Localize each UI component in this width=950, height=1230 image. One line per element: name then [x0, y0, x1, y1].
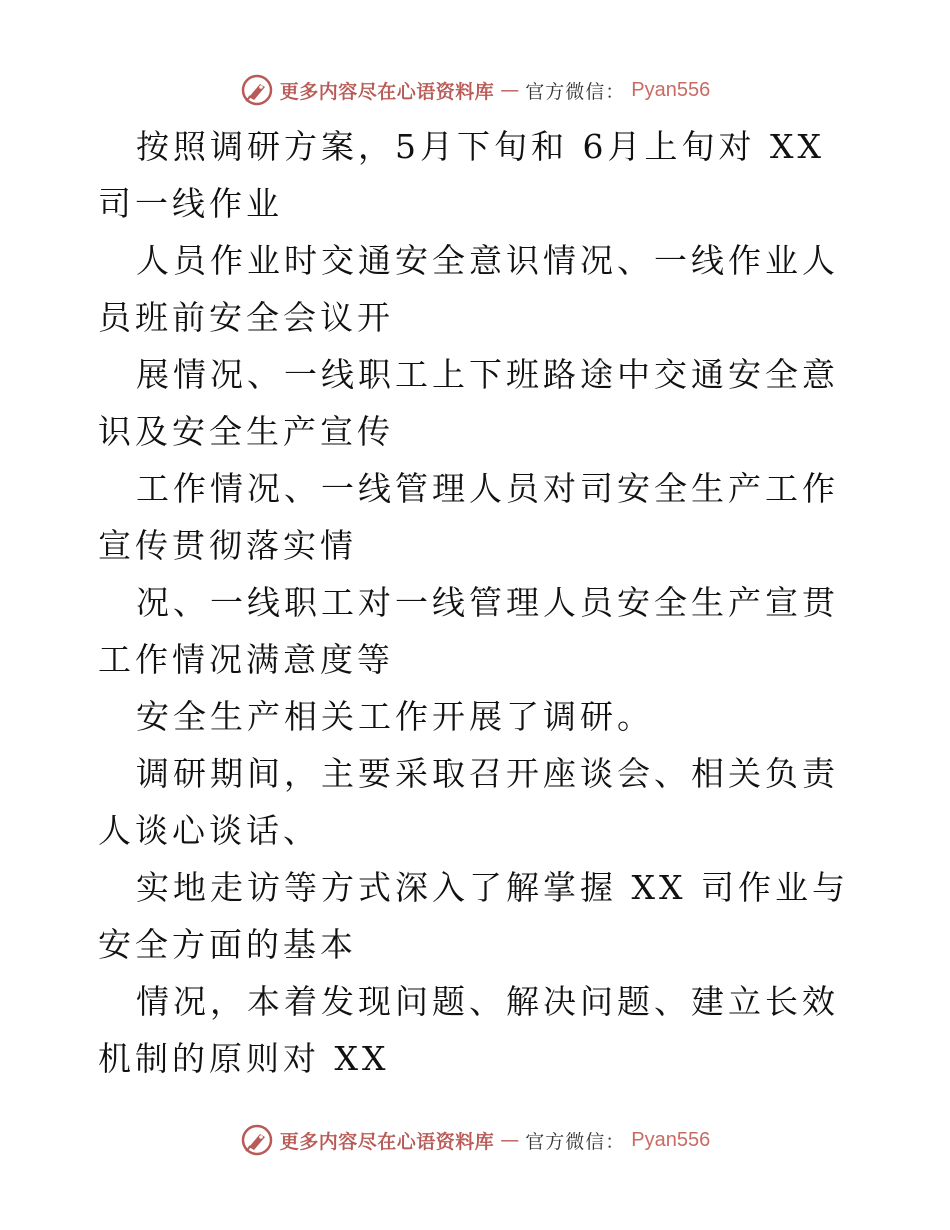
header-wechat-id: Pyan556: [631, 78, 711, 101]
paragraph-6: 安全生产相关工作开展了调研。: [136, 697, 654, 736]
paragraph-2: 人员作业时交通安全意识情况、一线作业人员班前安全会议开: [98, 241, 839, 337]
header-banner: [0, 70, 950, 110]
header-separator: —: [500, 79, 520, 101]
footer-banner: [0, 1120, 950, 1160]
footer-wechat-id: Pyan556: [631, 1128, 711, 1151]
paragraph-3: 展情况、一线职工上下班路途中交通安全意识及安全生产宣传: [98, 355, 839, 451]
header-wechat-label: 官方微信：: [525, 80, 626, 103]
paragraph-5: 况、一线职工对一线管理人员安全生产宣贯工作情况满意度等: [98, 583, 839, 679]
paragraph-4: 工作情况、一线管理人员对司安全生产工作宣传贯彻落实情: [98, 469, 839, 565]
document-body: [98, 118, 858, 1087]
pen-nib-logo-icon: [240, 73, 274, 107]
paragraph-8: 实地走访等方式深入了解掌握 XX 司作业与安全方面的基本: [98, 868, 849, 964]
paragraph-9: 情况，本着发现问题、解决问题、建立长效机制的原则对 XX: [98, 982, 839, 1078]
footer-wechat-label: 官方微信：: [525, 1130, 626, 1153]
footer-separator: —: [500, 1129, 520, 1151]
paragraph-7: 调研期间，主要采取召开座谈会、相关负责人谈心谈话、: [98, 754, 839, 850]
paragraph-1: 按照调研方案，5月下旬和 6月上旬对 XX 司一线作业: [98, 127, 825, 223]
pen-nib-logo-icon: [240, 1123, 274, 1157]
footer-title: 更多内容尽在心语资料库: [279, 1130, 495, 1153]
header-title: 更多内容尽在心语资料库: [279, 80, 495, 103]
